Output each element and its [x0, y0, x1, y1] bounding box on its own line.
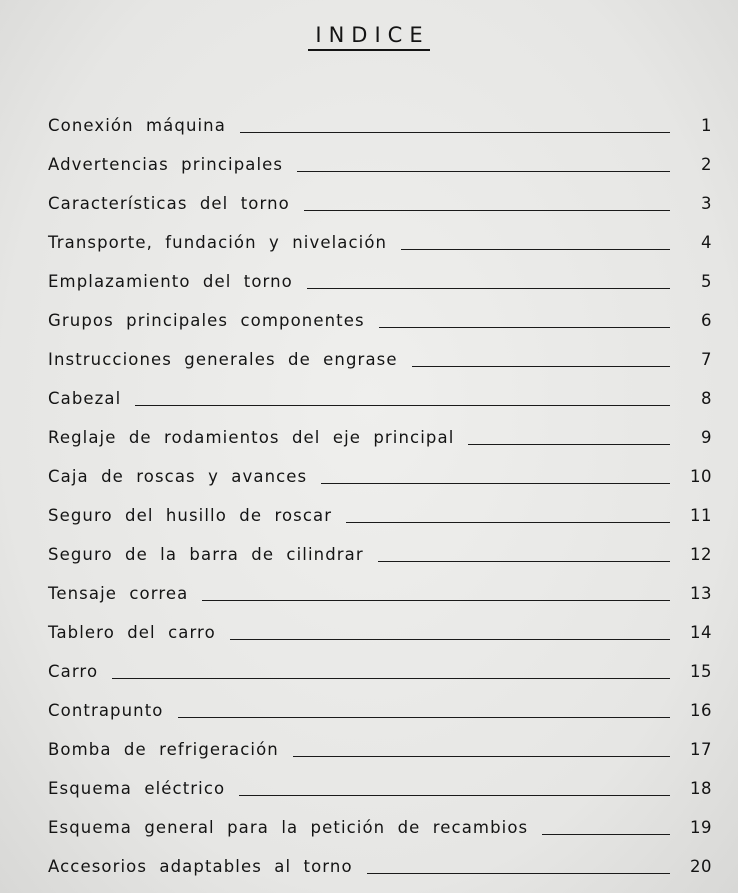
- leader-line: [367, 873, 670, 874]
- toc-entry-label: Reglaje de rodamientos del eje principal: [48, 428, 455, 447]
- toc-entry-page: 17: [690, 740, 712, 759]
- toc-entry-page: 14: [690, 623, 712, 642]
- toc-entry-page: 3: [701, 194, 712, 213]
- toc-entry: [48, 652, 712, 691]
- toc-entry-label: Grupos principales componentes: [48, 311, 365, 330]
- toc-entry-label: Carro: [48, 662, 99, 681]
- toc-entry: [48, 613, 712, 652]
- toc-entry: [48, 145, 712, 184]
- toc-entry-page: 1: [701, 116, 712, 135]
- toc-entry-page: 10: [690, 467, 712, 486]
- toc-entry: [48, 535, 712, 574]
- toc-entry-label: Características del torno: [48, 194, 290, 213]
- toc-entry: [48, 808, 712, 847]
- leader-line: [378, 561, 670, 562]
- leader-line: [178, 717, 671, 718]
- leader-line: [321, 483, 670, 484]
- toc-entry-label: Emplazamiento del torno: [48, 272, 293, 291]
- toc-entry-page: 13: [690, 584, 712, 603]
- leader-line: [202, 600, 670, 601]
- toc-entry: [48, 262, 712, 301]
- toc-entry-label: Bomba de refrigeración: [48, 740, 279, 759]
- toc-entry-label: Tensaje correa: [48, 584, 189, 603]
- toc-entry: [48, 847, 712, 886]
- toc-entry-label: Seguro del husillo de roscar: [48, 506, 333, 525]
- leader-line: [307, 288, 670, 289]
- toc-entry-label: Conexión máquina: [48, 116, 226, 135]
- toc-entry-page: 2: [701, 155, 712, 174]
- leader-line: [293, 756, 670, 757]
- table-of-contents: [48, 106, 712, 886]
- toc-entry-label: Accesorios adaptables al torno: [48, 857, 353, 876]
- toc-entry-page: 8: [701, 389, 712, 408]
- toc-entry: [48, 418, 712, 457]
- toc-entry-label: Transporte, fundación y nivelación: [48, 233, 388, 252]
- toc-entry: [48, 106, 712, 145]
- toc-entry: [48, 223, 712, 262]
- leader-line: [412, 366, 670, 367]
- toc-entry-page: 18: [690, 779, 712, 798]
- toc-entry-page: 12: [690, 545, 712, 564]
- leader-line: [230, 639, 670, 640]
- leader-line: [468, 444, 670, 445]
- page-title: INDICE: [308, 22, 429, 51]
- toc-entry-label: Advertencias principales: [48, 155, 284, 174]
- leader-line: [239, 795, 670, 796]
- toc-entry-page: 4: [701, 233, 712, 252]
- toc-entry-page: 11: [690, 506, 712, 525]
- toc-entry: [48, 340, 712, 379]
- toc-entry-page: 9: [701, 428, 712, 447]
- leader-line: [297, 171, 670, 172]
- toc-entry-label: Caja de roscas y avances: [48, 467, 308, 486]
- page-title-wrapper: [0, 22, 738, 51]
- toc-entry: [48, 574, 712, 613]
- toc-entry-label: Esquema eléctrico: [48, 779, 226, 798]
- leader-line: [542, 834, 670, 835]
- toc-entry: [48, 184, 712, 223]
- toc-entry-label: Esquema general para la petición de recambios: [48, 818, 529, 837]
- toc-entry: [48, 730, 712, 769]
- toc-entry-label: Seguro de la barra de cilindrar: [48, 545, 364, 564]
- toc-entry-label: Cabezal: [48, 389, 122, 408]
- toc-entry: [48, 691, 712, 730]
- leader-line: [135, 405, 670, 406]
- leader-line: [379, 327, 670, 328]
- toc-entry: [48, 457, 712, 496]
- toc-entry-label: Tablero del carro: [48, 623, 216, 642]
- toc-entry: [48, 496, 712, 535]
- toc-entry-label: Contrapunto: [48, 701, 164, 720]
- leader-line: [240, 132, 670, 133]
- toc-entry-page: 6: [701, 311, 712, 330]
- leader-line: [112, 678, 670, 679]
- leader-line: [304, 210, 670, 211]
- toc-entry-page: 19: [690, 818, 712, 837]
- toc-entry-page: 5: [701, 272, 712, 291]
- toc-entry-page: 7: [701, 350, 712, 369]
- leader-line: [401, 249, 670, 250]
- toc-entry-page: 15: [690, 662, 712, 681]
- toc-entry-label: Instrucciones generales de engrase: [48, 350, 398, 369]
- toc-entry-page: 20: [690, 857, 712, 876]
- toc-entry-page: 16: [690, 701, 712, 720]
- toc-entry: [48, 769, 712, 808]
- toc-entry: [48, 379, 712, 418]
- leader-line: [346, 522, 670, 523]
- toc-entry: [48, 301, 712, 340]
